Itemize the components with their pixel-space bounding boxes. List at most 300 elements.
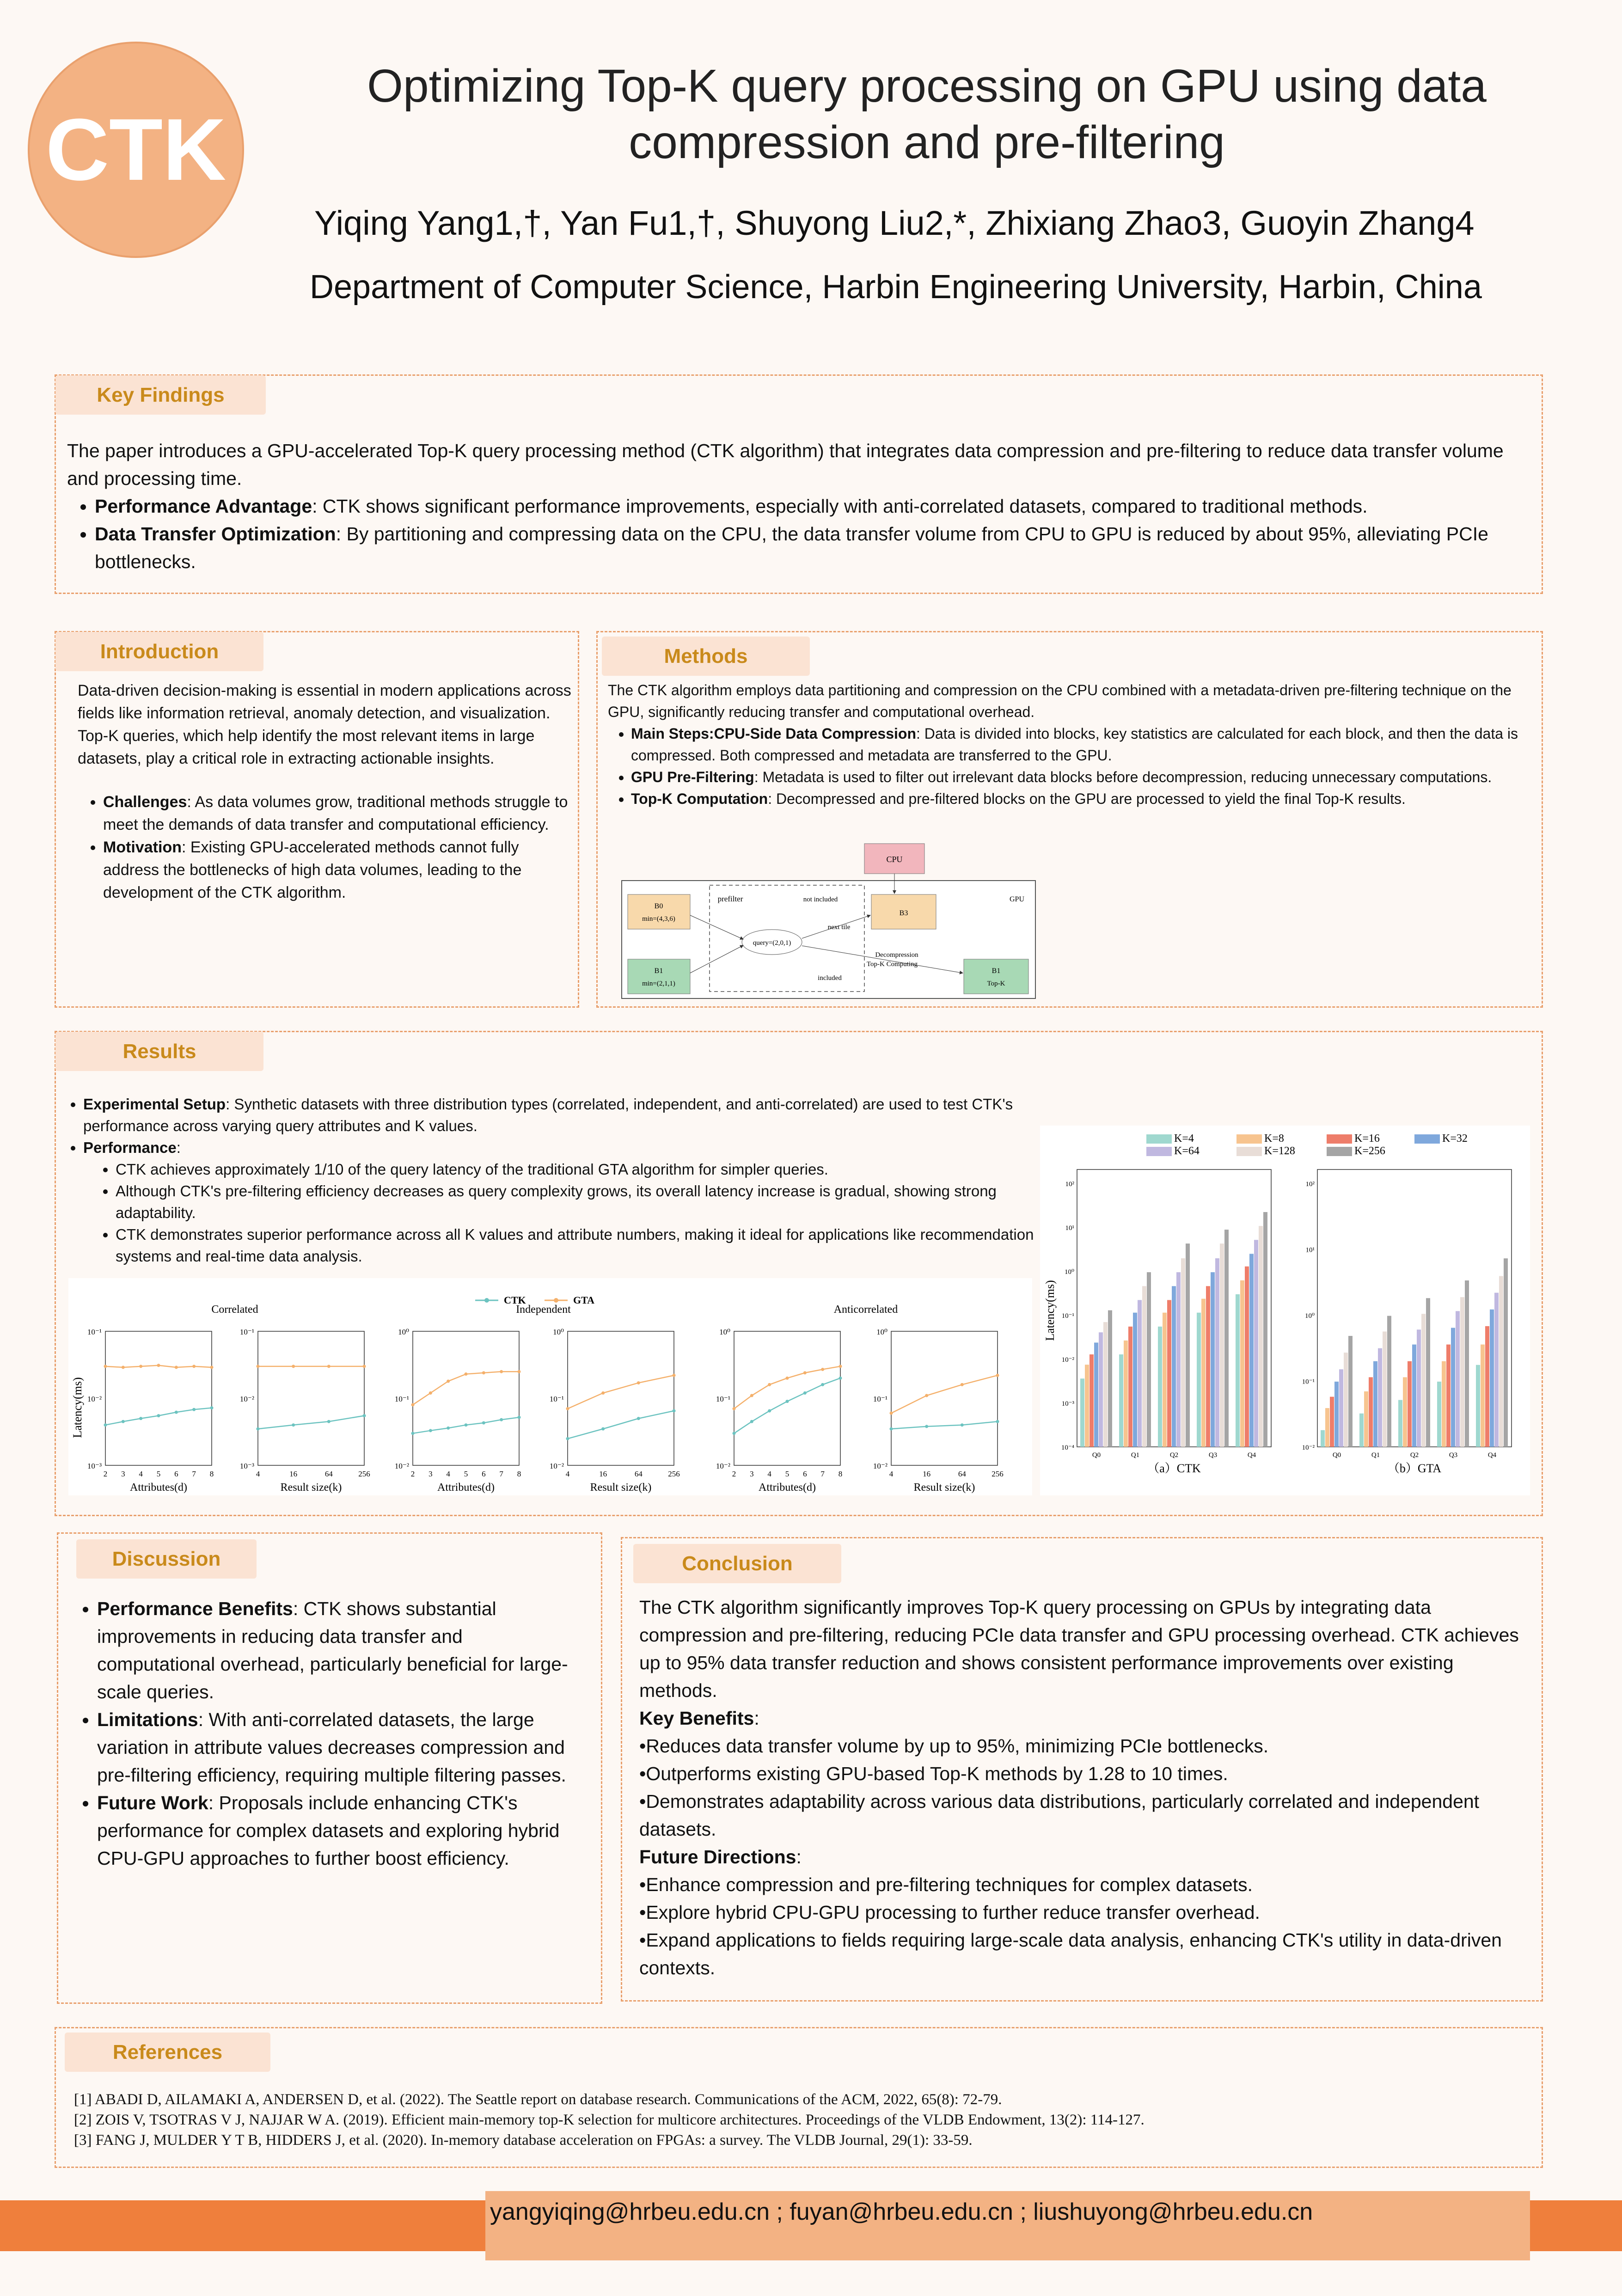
line-xtick-0-1: 3	[121, 1469, 125, 1478]
line-xtick-1-2: 64	[324, 1469, 333, 1478]
line-point-ctk-4-3	[786, 1400, 789, 1403]
bar-caption-0: （a）CTK	[1147, 1462, 1201, 1475]
line-point-gta-0-2	[139, 1365, 142, 1368]
methods-header: Methods	[602, 637, 810, 676]
bar-ytick-1-1: 10¹	[1305, 1246, 1315, 1254]
bar-1-q3-4	[1456, 1311, 1460, 1447]
results-sub-3: • CTK demonstrates superior performance across all K values and attribute numbers, making it ideal for applications like recommendation systems and real-time data analysis.	[116, 1224, 1052, 1267]
line-xtick-0-0: 2	[103, 1469, 108, 1478]
line-point-ctk-0-3	[157, 1414, 160, 1417]
line-xtick-1-1: 16	[289, 1469, 298, 1478]
line-point-gta-4-4	[803, 1371, 807, 1374]
line-point-gta-2-3	[465, 1372, 468, 1376]
legend-marker-ctk	[484, 1298, 489, 1303]
bar-0-q3-4	[1215, 1258, 1219, 1447]
line-xtick-3-2: 64	[634, 1469, 643, 1478]
diagram-included: included	[818, 974, 842, 982]
svg-text:B1: B1	[992, 967, 1001, 975]
line-point-ctk-2-3	[465, 1423, 468, 1427]
bar-legend-label-0: K=4	[1174, 1133, 1194, 1145]
line-ytick-0-0: 10⁻¹	[87, 1328, 102, 1336]
bar-xtick-0-2: Q2	[1169, 1451, 1179, 1459]
bar-0-q2-3	[1172, 1286, 1176, 1447]
conclusion-kb-1: •Reduces data transfer volume by up to 95%, minimizing PCIe bottlenecks.	[639, 1735, 1269, 1757]
line-point-ctk-0-6	[210, 1406, 214, 1409]
discussion-header: Discussion	[76, 1539, 257, 1579]
key-findings-text	[67, 437, 1532, 576]
bar-1-q2-5	[1421, 1314, 1426, 1447]
svg-text:query=(2,0,1): query=(2,0,1)	[753, 939, 791, 947]
legend-label-gta: GTA	[573, 1294, 595, 1306]
conclusion-kb-label: Key Benefits:	[639, 1708, 759, 1729]
line-xlabel-1: Result size(k)	[280, 1482, 342, 1494]
bar-xtick-1-3: Q3	[1449, 1451, 1458, 1459]
line-point-gta-1-1	[292, 1365, 295, 1368]
line-xlabel-2: Attributes(d)	[437, 1482, 495, 1494]
bar-0-q1-6	[1147, 1272, 1151, 1447]
bar-0-q4-4	[1254, 1240, 1258, 1447]
line-point-ctk-1-0	[257, 1427, 260, 1431]
bar-ytick-1-3: 10⁻¹	[1302, 1378, 1315, 1386]
bar-1-q4-3	[1490, 1310, 1494, 1447]
svg-text:Top-K: Top-K	[987, 980, 1005, 987]
bar-0-q4-0	[1236, 1294, 1240, 1447]
key-finding-2: • Data Transfer Optimization: By partitioning and compressing data on the CPU, the data transfer volume from CPU to GPU is reduced by about 95%, alleviating PCIe bottlenecks.	[95, 520, 1532, 576]
bar-1-q1-1	[1364, 1391, 1368, 1447]
line-point-ctk-4-2	[768, 1409, 771, 1413]
bar-legend-swatch-6	[1327, 1147, 1352, 1156]
line-point-ctk-2-1	[429, 1429, 432, 1432]
bar-xtick-1-0: Q0	[1332, 1451, 1341, 1459]
bar-1-q0-5	[1344, 1353, 1348, 1447]
line-point-gta-3-3	[673, 1374, 676, 1377]
ctk-logo	[28, 42, 244, 258]
line-point-ctk-3-3	[673, 1409, 676, 1413]
line-point-ctk-3-1	[601, 1427, 605, 1431]
bar-0-q2-4	[1176, 1272, 1181, 1447]
line-xlabel-4: Attributes(d)	[759, 1482, 816, 1494]
bar-ylabel: Latency(ms)	[1043, 1280, 1057, 1341]
bar-1-q0-6	[1348, 1336, 1353, 1447]
line-xtick-2-4: 6	[482, 1469, 486, 1478]
conclusion-fd-3: •Expand applications to fields requiring large-scale data analysis, enhancing CTK's utility in data-driven contexts.	[639, 1929, 1502, 1978]
line-xtick-5-3: 256	[992, 1469, 1004, 1478]
diagram-prefilter-label: prefilter	[717, 894, 743, 903]
methods-step-2: • GPU Pre-Filtering: Metadata is used to filter out irrelevant data blocks before decompression, reducing unnecessary computations.	[631, 766, 1537, 788]
conclusion-header: Conclusion	[633, 1544, 841, 1583]
line-point-gta-3-1	[601, 1391, 605, 1395]
line-point-gta-0-0	[104, 1365, 107, 1368]
line-ytick-1-1: 10⁻²	[239, 1395, 254, 1403]
line-point-gta-1-0	[257, 1365, 260, 1368]
line-point-ctk-5-2	[961, 1423, 964, 1427]
line-point-gta-0-3	[157, 1364, 160, 1367]
bar-1-q3-0	[1437, 1382, 1441, 1447]
line-xtick-3-3: 256	[668, 1469, 680, 1478]
bar-1-q4-0	[1476, 1365, 1480, 1447]
bar-ytick-1-4: 10⁻²	[1302, 1444, 1315, 1451]
diagram-topk-box	[964, 959, 1028, 994]
line-panel-frame-3	[568, 1331, 674, 1465]
bar-legend-label-2: K=16	[1354, 1133, 1380, 1145]
bar-0-q0-5	[1103, 1322, 1108, 1447]
line-point-ctk-1-2	[327, 1420, 331, 1423]
line-series-ctk-3	[568, 1411, 674, 1439]
line-ytick-3-1: 10⁻¹	[549, 1395, 564, 1403]
conclusion-fd-label: Future Directions:	[639, 1846, 802, 1867]
line-series-ctk-5	[891, 1421, 998, 1429]
bar-xtick-1-2: Q2	[1410, 1451, 1419, 1459]
line-panel-frame-1	[258, 1331, 364, 1465]
svg-text:min=(4,3,6): min=(4,3,6)	[642, 915, 675, 923]
bar-1-q0-3	[1334, 1382, 1339, 1447]
svg-text:B3: B3	[899, 909, 908, 917]
bar-0-q2-5	[1181, 1258, 1185, 1447]
bar-1-q2-4	[1417, 1329, 1421, 1447]
bar-1-q0-1	[1325, 1408, 1329, 1447]
line-xtick-4-0: 2	[732, 1469, 736, 1478]
svg-text:Top-K Computing: Top-K Computing	[866, 961, 918, 968]
bar-0-q4-3	[1249, 1254, 1254, 1447]
bar-1-q4-4	[1494, 1293, 1499, 1447]
line-xtick-4-1: 3	[750, 1469, 754, 1478]
bar-xtick-0-4: Q4	[1247, 1451, 1256, 1459]
bar-1-q4-2	[1485, 1326, 1489, 1447]
line-point-ctk-5-3	[996, 1420, 999, 1423]
key-findings-header: Key Findings	[55, 375, 266, 415]
affiliation: Department of Computer Science, Harbin Engineering University, Harbin, China	[310, 269, 1482, 306]
line-point-gta-0-4	[175, 1365, 178, 1369]
bar-0-q2-2	[1167, 1300, 1171, 1447]
bar-ytick-0-0: 10²	[1065, 1181, 1074, 1188]
line-point-gta-2-2	[447, 1379, 450, 1383]
line-point-gta-4-3	[786, 1377, 789, 1380]
bar-legend-swatch-5	[1236, 1147, 1262, 1156]
bar-legend-label-3: K=32	[1442, 1133, 1468, 1145]
svg-text:B1: B1	[654, 967, 663, 975]
line-group-title-4: Anticorrelated	[833, 1304, 898, 1316]
line-point-gta-2-0	[411, 1403, 415, 1407]
line-point-gta-4-2	[768, 1383, 771, 1386]
line-xtick-0-6: 8	[209, 1469, 214, 1478]
line-xtick-0-2: 4	[139, 1469, 143, 1478]
bar-0-q1-4	[1138, 1300, 1142, 1447]
bar-legend-swatch-0	[1146, 1134, 1172, 1144]
diagram-b0-box	[628, 894, 690, 929]
conclusion-para: The CTK algorithm significantly improves Top-K query processing on GPUs by integrating data compression and pre-filtering, reducing PCIe data transfer and GPU processing overhead. CTK achieves up to 95% data transfer reduction and shows consistent performance improvements over existing methods.	[639, 1597, 1519, 1701]
line-ylabel: Latency(ms)	[71, 1377, 84, 1438]
line-xtick-4-4: 6	[803, 1469, 807, 1478]
line-point-ctk-1-1	[292, 1423, 295, 1427]
bar-1-q1-6	[1387, 1316, 1391, 1447]
intro-challenges: • Challenges: As data volumes grow, traditional methods struggle to meet the demands of data transfer and computational efficiency.	[103, 791, 572, 836]
line-xtick-1-3: 256	[358, 1469, 370, 1478]
introduction-header: Introduction	[55, 632, 263, 671]
bar-0-q3-1	[1201, 1299, 1206, 1447]
bar-xtick-0-1: Q1	[1131, 1451, 1140, 1459]
line-xtick-5-0: 4	[889, 1469, 894, 1478]
references-header: References	[65, 2033, 270, 2072]
line-panel-frame-4	[734, 1331, 840, 1465]
diagram-cpu-label: CPU	[886, 855, 903, 864]
line-point-ctk-0-1	[122, 1420, 125, 1423]
results-sub-2: • Although CTK's pre-filtering efficiency decreases as query complexity grows, its overall latency increase is gradual, showing strong adaptability.	[116, 1180, 1052, 1224]
line-ytick-5-1: 10⁻¹	[873, 1395, 888, 1403]
latency-line-chart	[68, 1278, 1032, 1495]
bar-1-q2-1	[1403, 1377, 1407, 1447]
line-point-gta-0-5	[192, 1365, 196, 1368]
line-xtick-2-0: 2	[410, 1469, 415, 1478]
line-ytick-2-1: 10⁻¹	[394, 1395, 409, 1403]
introduction-text	[78, 680, 572, 904]
discussion-benefits: • Performance Benefits: CTK shows substantial improvements in reducing data transfer and computational overhead, particularly beneficial for large-scale queries.	[97, 1595, 582, 1706]
line-point-gta-4-1	[750, 1394, 753, 1397]
bar-0-q3-3	[1211, 1272, 1215, 1447]
bar-0-q0-1	[1085, 1365, 1089, 1447]
bar-legend-swatch-2	[1327, 1134, 1352, 1144]
bar-0-q3-0	[1197, 1313, 1201, 1447]
bar-legend-swatch-3	[1414, 1134, 1440, 1144]
bar-0-q4-1	[1240, 1280, 1244, 1447]
bar-ytick-0-4: 10⁻²	[1061, 1356, 1074, 1364]
line-point-ctk-1-3	[363, 1414, 366, 1417]
bar-0-q3-6	[1224, 1230, 1229, 1447]
diagram-next-tile: next tile	[827, 924, 851, 931]
bar-caption-1: （b）GTA	[1387, 1462, 1442, 1475]
bar-0-q3-2	[1206, 1286, 1210, 1447]
bar-0-q2-1	[1163, 1313, 1167, 1447]
diagram-not-included: not included	[803, 896, 838, 903]
conclusion-text	[639, 1593, 1527, 1982]
line-ytick-4-1: 10⁻¹	[716, 1395, 730, 1403]
bar-1-q0-0	[1321, 1430, 1325, 1447]
conclusion-fd-2: •Explore hybrid CPU-GPU processing to further reduce transfer overhead.	[639, 1902, 1260, 1923]
results-setup: • Experimental Setup: Synthetic datasets with three distribution types (correlated, independent, and anti-correlated) are used to test CTK's performance across varying query attributes and K values.	[83, 1093, 1052, 1137]
svg-text:Decompression: Decompression	[875, 951, 918, 959]
bar-0-q1-2	[1128, 1327, 1132, 1447]
line-point-ctk-5-1	[925, 1425, 928, 1428]
methods-step-3: • Top-K Computation: Decompressed and pre-filtered blocks on the GPU are processed to yield the final Top-K results.	[631, 788, 1537, 810]
discussion-text	[69, 1595, 582, 1872]
line-point-gta-0-1	[122, 1365, 125, 1369]
line-point-ctk-2-4	[482, 1421, 485, 1425]
line-xlabel-0: Attributes(d)	[130, 1482, 187, 1494]
bar-0-q4-6	[1263, 1212, 1267, 1447]
line-ytick-0-2: 10⁻³	[87, 1462, 102, 1470]
methods-diagram	[619, 841, 1040, 1008]
line-point-gta-2-4	[482, 1371, 485, 1374]
bar-1-q3-1	[1442, 1361, 1446, 1447]
authors: Yiqing Yang1,†, Yan Fu1,†, Shuyong Liu2,*, Zhixiang Zhao3, Guoyin Zhang4	[314, 204, 1475, 242]
line-ytick-2-2: 10⁻²	[394, 1462, 409, 1470]
line-point-ctk-3-0	[566, 1437, 569, 1440]
line-panel-frame-0	[105, 1331, 212, 1465]
bar-1-q4-6	[1504, 1258, 1508, 1447]
bar-ytick-0-1: 10¹	[1065, 1225, 1074, 1232]
bar-0-q0-6	[1108, 1310, 1112, 1447]
line-point-gta-5-2	[961, 1383, 964, 1386]
logo-text: CTK	[45, 101, 226, 199]
bar-1-q3-6	[1465, 1280, 1469, 1447]
line-point-ctk-4-1	[750, 1420, 753, 1423]
line-ytick-5-2: 10⁻²	[873, 1462, 888, 1470]
line-point-gta-5-3	[996, 1374, 999, 1377]
intro-motivation: • Motivation: Existing GPU-accelerated methods cannot fully address the bottlenecks of high data volumes, leading to the development of the CTK algorithm.	[103, 836, 572, 904]
bar-1-q1-3	[1373, 1361, 1377, 1447]
bar-legend-label-6: K=256	[1354, 1145, 1385, 1157]
line-xtick-5-2: 64	[958, 1469, 966, 1478]
line-xtick-2-3: 5	[464, 1469, 468, 1478]
line-xtick-0-5: 7	[192, 1469, 196, 1478]
bar-0-q3-5	[1220, 1243, 1224, 1447]
line-xtick-2-6: 8	[517, 1469, 521, 1478]
methods-para: The CTK algorithm employs data partitioning and compression on the CPU combined with a metadata-driven pre-filtering technique on the GPU, significantly reducing transfer and computational overhead.	[608, 682, 1512, 720]
references-list	[74, 2089, 1530, 2150]
bar-1-q3-5	[1460, 1297, 1464, 1447]
bar-1-q4-5	[1499, 1276, 1503, 1447]
line-point-ctk-0-2	[139, 1417, 142, 1420]
bar-ytick-0-6: 10⁻⁴	[1061, 1444, 1074, 1451]
line-series-gta-5	[891, 1375, 998, 1413]
line-point-ctk-2-2	[447, 1427, 450, 1430]
legend-label-ctk: CTK	[504, 1294, 526, 1306]
line-xtick-1-0: 4	[256, 1469, 260, 1478]
line-xlabel-5: Result size(k)	[913, 1482, 975, 1494]
bar-0-q0-2	[1089, 1354, 1094, 1447]
bar-1-q2-3	[1412, 1345, 1416, 1447]
line-ytick-3-0: 10⁰	[553, 1328, 564, 1336]
bar-0-q0-4	[1099, 1332, 1103, 1447]
bar-0-q2-6	[1186, 1243, 1190, 1447]
bar-1-q2-0	[1398, 1400, 1402, 1447]
line-point-ctk-2-5	[500, 1418, 503, 1421]
introduction-para: Data-driven decision-making is essential in modern applications across fields like information retrieval, anomaly detection, and visualization. Top-K queries, which help identify the most relevant items in large datasets, play a critical role in extracting actionable insights.	[78, 682, 571, 767]
line-point-gta-5-0	[890, 1412, 893, 1415]
line-point-gta-2-5	[500, 1370, 503, 1373]
bar-xtick-1-1: Q1	[1371, 1451, 1380, 1459]
bar-ytick-0-3: 10⁻¹	[1061, 1312, 1074, 1320]
line-ytick-0-1: 10⁻²	[87, 1395, 102, 1403]
bar-xtick-1-4: Q4	[1487, 1451, 1497, 1459]
results-header: Results	[55, 1032, 263, 1071]
line-xtick-0-4: 6	[174, 1469, 178, 1478]
poster-title: Optimizing Top-K query processing on GPU using data compression and pre-filtering	[367, 60, 1487, 168]
line-point-ctk-4-4	[803, 1391, 807, 1395]
line-xtick-4-2: 4	[767, 1469, 771, 1478]
bar-1-q1-5	[1383, 1331, 1387, 1447]
line-point-gta-1-3	[363, 1365, 366, 1368]
line-point-gta-2-1	[429, 1391, 432, 1395]
footer-emails: yangyiqing@hrbeu.edu.cn ; fuyan@hrbeu.edu.cn ; liushuyong@hrbeu.edu.cn	[490, 2198, 1313, 2225]
line-point-gta-4-6	[839, 1365, 842, 1368]
line-xtick-0-3: 5	[156, 1469, 161, 1478]
line-group-title-0: Correlated	[211, 1304, 258, 1316]
bar-legend-label-4: K=64	[1174, 1145, 1200, 1157]
line-point-ctk-0-5	[192, 1408, 196, 1411]
latency-bar-chart	[1040, 1126, 1530, 1495]
line-point-gta-4-0	[733, 1407, 736, 1410]
reference-1: [1] ABADI D, AILAMAKI A, ANDERSEN D, et al. (2022). The Seattle report on database research. Communications of the ACM, 2022, 65(8): 72-79.	[74, 2091, 1002, 2108]
conclusion-kb-2: •Outperforms existing GPU-based Top-K methods by 1.28 to 10 times.	[639, 1763, 1228, 1784]
line-point-ctk-0-0	[104, 1423, 107, 1427]
line-point-gta-1-2	[327, 1365, 331, 1368]
line-point-ctk-2-0	[411, 1432, 415, 1435]
methods-step-1: • Main Steps:CPU-Side Data Compression: Data is divided into blocks, key statistics are calculated for each block, and then the data is compressed. Both compressed and metadata are transferred to the GPU.	[631, 723, 1537, 766]
line-series-ctk-1	[258, 1416, 364, 1429]
line-xlabel-3: Result size(k)	[590, 1482, 652, 1494]
line-xtick-5-1: 16	[923, 1469, 931, 1478]
line-point-gta-2-6	[518, 1370, 521, 1373]
line-xtick-3-0: 4	[565, 1469, 570, 1478]
methods-text	[608, 680, 1537, 810]
line-series-ctk-4	[734, 1378, 840, 1433]
reference-3: [3] FANG J, MULDER Y T B, HIDDERS J, et al. (2020). In-memory database acceleration on FPGAs: a survey. The VLDB Journal, 29(1): 33-59.	[74, 2132, 973, 2149]
bar-legend-label-1: K=8	[1264, 1133, 1284, 1145]
bar-1-q1-4	[1378, 1348, 1382, 1447]
bar-1-q1-0	[1359, 1414, 1364, 1447]
diagram-b1-box	[628, 959, 690, 994]
line-series-gta-3	[568, 1375, 674, 1408]
bar-0-q1-5	[1142, 1286, 1146, 1447]
line-xtick-4-5: 7	[820, 1469, 825, 1478]
results-performance: • Performance: • CTK achieves approximately 1/10 of the query latency of the traditional GTA algorithm for simpler queries. • Although CTK's pre-filtering efficiency decreases as query complexity grows, its overall latency increase is gradual, showing strong adaptability. • CTK demonstrates superior performance across all K values and attribute numbers, making it ideal for applications like recommendation systems and real-time data analysis.	[83, 1137, 1052, 1267]
bar-0-q0-0	[1080, 1378, 1084, 1447]
discussion-future: • Future Work: Proposals include enhancing CTK's performance for complex datasets and exploring hybrid CPU-GPU approaches to further boost efficiency.	[97, 1789, 582, 1872]
bar-0-q0-3	[1094, 1342, 1098, 1447]
bar-1-q3-2	[1446, 1345, 1451, 1447]
bar-1-q3-3	[1451, 1328, 1455, 1447]
line-point-gta-5-1	[925, 1394, 928, 1397]
line-panel-frame-5	[891, 1331, 998, 1465]
diagram-gpu-label: GPU	[1009, 895, 1025, 903]
legend-marker-gta	[554, 1298, 558, 1303]
bar-1-q1-2	[1369, 1377, 1373, 1447]
line-ytick-4-2: 10⁻²	[716, 1462, 730, 1470]
results-sub-1: • CTK achieves approximately 1/10 of the query latency of the traditional GTA algorithm for simpler queries.	[116, 1158, 1052, 1180]
bar-ytick-1-0: 10²	[1305, 1181, 1315, 1188]
results-text	[62, 1093, 1052, 1267]
bar-ytick-0-5: 10⁻³	[1061, 1400, 1074, 1408]
bar-1-q2-6	[1426, 1298, 1430, 1447]
bar-1-q2-2	[1408, 1361, 1412, 1447]
line-xtick-3-1: 16	[599, 1469, 607, 1478]
bar-1-q0-2	[1330, 1397, 1334, 1447]
bar-legend-swatch-4	[1146, 1147, 1172, 1156]
line-xtick-2-5: 7	[499, 1469, 503, 1478]
line-point-ctk-4-6	[839, 1377, 842, 1380]
line-panel-frame-2	[413, 1331, 519, 1465]
bar-0-q1-1	[1124, 1341, 1128, 1447]
bar-ytick-0-2: 10⁰	[1064, 1268, 1074, 1276]
line-point-gta-3-2	[637, 1381, 640, 1384]
conclusion-kb-3: •Demonstrates adaptability across various data distributions, particularly correlated and independent datasets.	[639, 1791, 1480, 1840]
key-findings-intro: The paper introduces a GPU-accelerated Top-K query processing method (CTK algorithm) that integrates data compression and pre-filtering to reduce data transfer volume and processing time.	[67, 440, 1504, 489]
line-point-gta-4-5	[821, 1368, 824, 1371]
line-point-gta-0-6	[210, 1365, 214, 1369]
line-point-ctk-5-0	[890, 1427, 893, 1431]
svg-text:min=(2,1,1): min=(2,1,1)	[642, 980, 675, 987]
bar-legend-swatch-1	[1236, 1134, 1262, 1144]
line-ytick-2-0: 10⁰	[398, 1328, 409, 1336]
line-xtick-2-1: 3	[428, 1469, 433, 1478]
line-ytick-3-2: 10⁻²	[549, 1462, 564, 1470]
bar-0-q4-2	[1245, 1267, 1249, 1447]
line-group-title-2: Independent	[516, 1304, 571, 1316]
line-xtick-2-2: 4	[446, 1469, 450, 1478]
bar-0-q2-0	[1158, 1327, 1162, 1447]
line-point-gta-3-0	[566, 1407, 569, 1410]
line-ytick-1-2: 10⁻³	[239, 1462, 254, 1470]
